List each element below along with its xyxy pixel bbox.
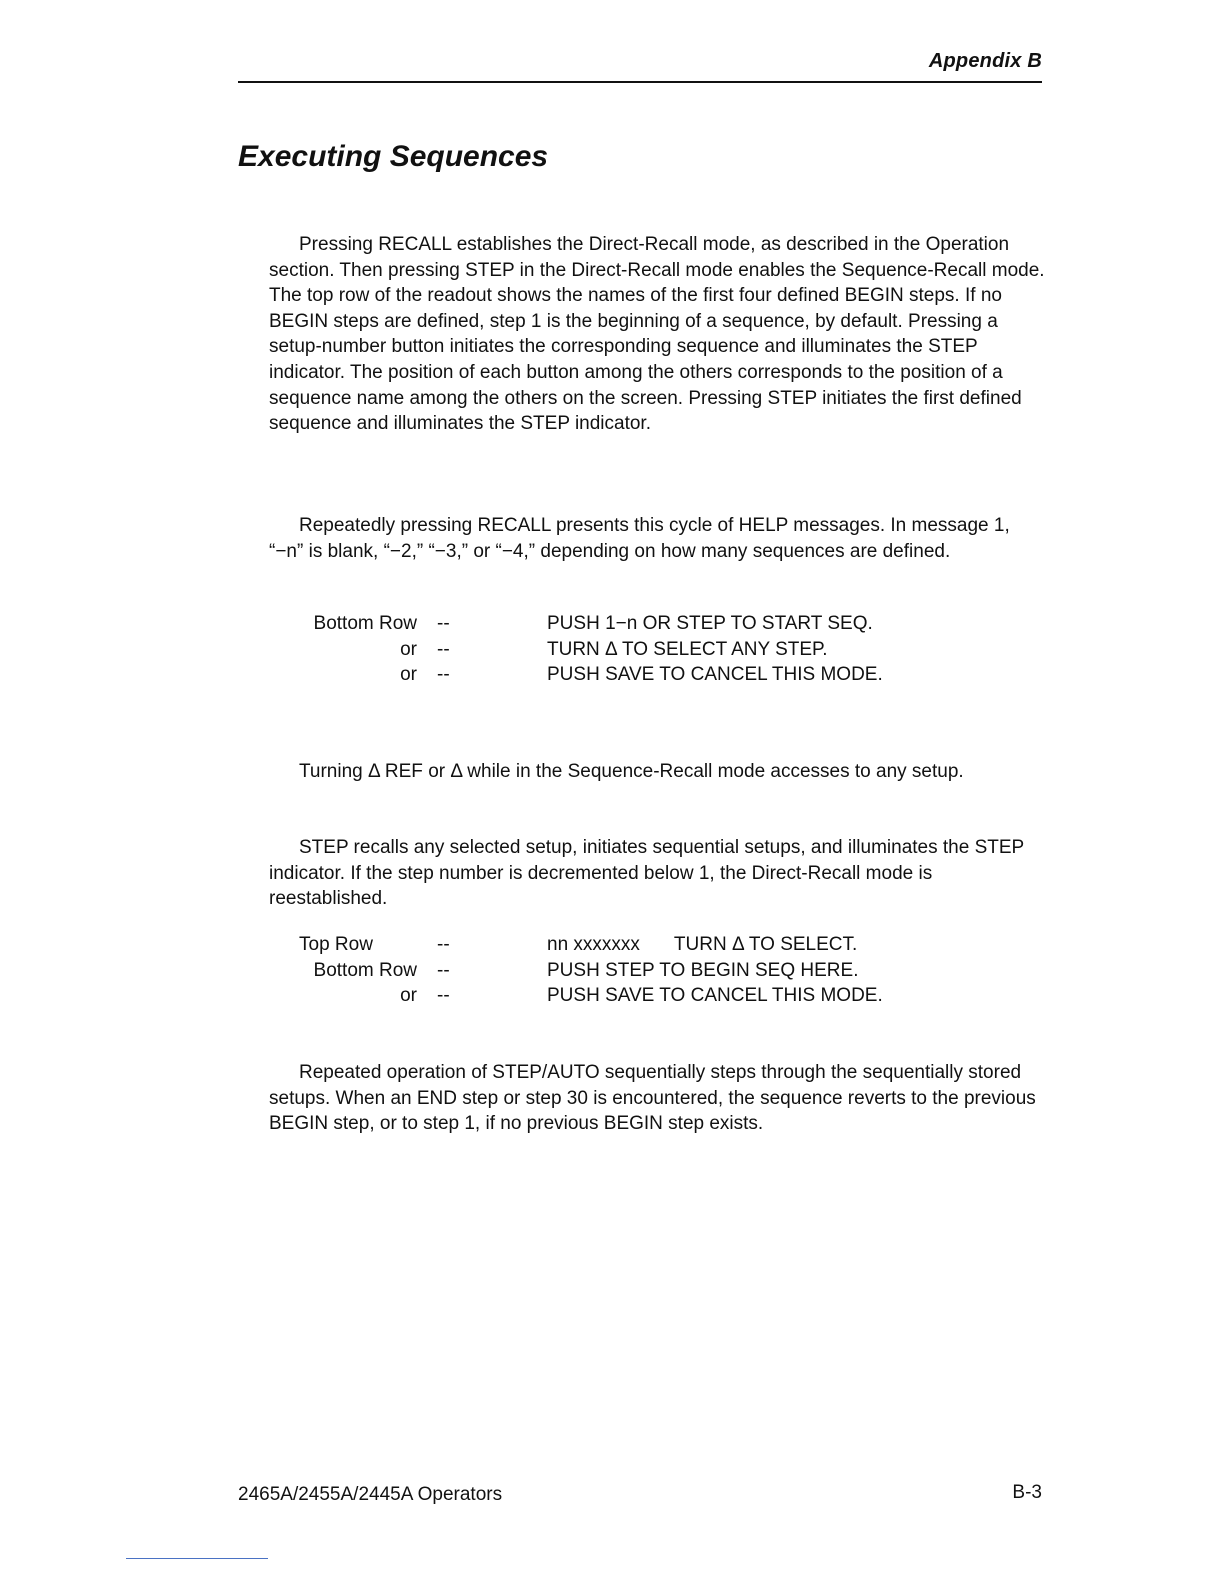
message-row-dash: -- xyxy=(437,664,450,686)
message-row-text: PUSH SAVE TO CANCEL THIS MODE. xyxy=(547,664,883,686)
message-row-dash: -- xyxy=(437,613,450,634)
footer-page-number: B-3 xyxy=(1012,1482,1042,1503)
message-row-text: PUSH 1−n OR STEP TO START SEQ. xyxy=(547,613,873,634)
message-row-dash: -- xyxy=(437,985,450,1007)
section-title: Executing Sequences xyxy=(238,140,549,173)
message-row-dash: -- xyxy=(437,959,450,981)
scan-artifact-line xyxy=(126,1558,268,1559)
paragraph-help-messages: Repeatedly pressing RECALL presents this cycle of HELP messages. In message 1, “−n” is blank, “−2,” “−3,” or “−4,” depending on how many sequences are defined. xyxy=(269,515,1010,562)
appendix-label: Appendix B xyxy=(928,50,1042,72)
message-row-text: PUSH SAVE TO CANCEL THIS MODE. xyxy=(547,985,883,1007)
paragraph-direct-recall: Pressing RECALL establishes the Direct-Recall mode, as described in the Operation section. Then pressing STEP in the Direct-Recall mode enables the Sequence-Recall mode. The top row of the readout shows the names of the first four defined BEGIN steps. If no BEGIN steps are defined, step 1 is the beginning of a sequence, by default. Pressing a setup-number button initiates the corresponding sequence and illuminates the STEP indicator. The position of each button among the others corresponds to the position of a sequence name among the others on the screen. Pressing STEP initiates the first defined sequence and illuminates the STEP indicator. xyxy=(269,234,1045,435)
message-row-label: or xyxy=(400,985,417,1007)
message-row-label: or xyxy=(400,638,417,660)
message-row-label: or xyxy=(400,664,417,686)
message-row-dash: -- xyxy=(437,934,450,955)
message-row-label: Bottom Row xyxy=(313,959,417,981)
message-row-label: Top Row xyxy=(299,934,373,955)
paragraph-step-auto: Repeated operation of STEP/AUTO sequentially steps through the sequentially stored setups. When an END step or step 30 is encountered, the sequence reverts to the previous BEGIN step, or to step 1, if no previous BEGIN step exists. xyxy=(269,1062,1036,1135)
message-row-text xyxy=(547,932,857,958)
message-row-text-part-b: TURN Δ TO SELECT. xyxy=(673,934,858,955)
footer-manual-title: 2465A/2455A/2445A Operators xyxy=(238,1484,503,1505)
paragraph-turning-delta: Turning Δ REF or Δ while in the Sequence-Recall mode accesses to any setup. xyxy=(299,761,964,782)
message-row-text: PUSH STEP TO BEGIN SEQ HERE. xyxy=(547,959,859,981)
message-row-text-part-a: nn xxxxxxx xyxy=(547,934,640,955)
message-row-label: Bottom Row xyxy=(313,613,417,634)
message-row-text: TURN Δ TO SELECT ANY STEP. xyxy=(547,638,828,660)
paragraph-step-recalls: STEP recalls any selected setup, initiates sequential setups, and illuminates the STEP indicator. If the step number is decremented below 1, the Direct-Recall mode is reestablished. xyxy=(269,837,1024,910)
header-rule xyxy=(238,81,1042,83)
message-row-dash: -- xyxy=(437,638,450,660)
